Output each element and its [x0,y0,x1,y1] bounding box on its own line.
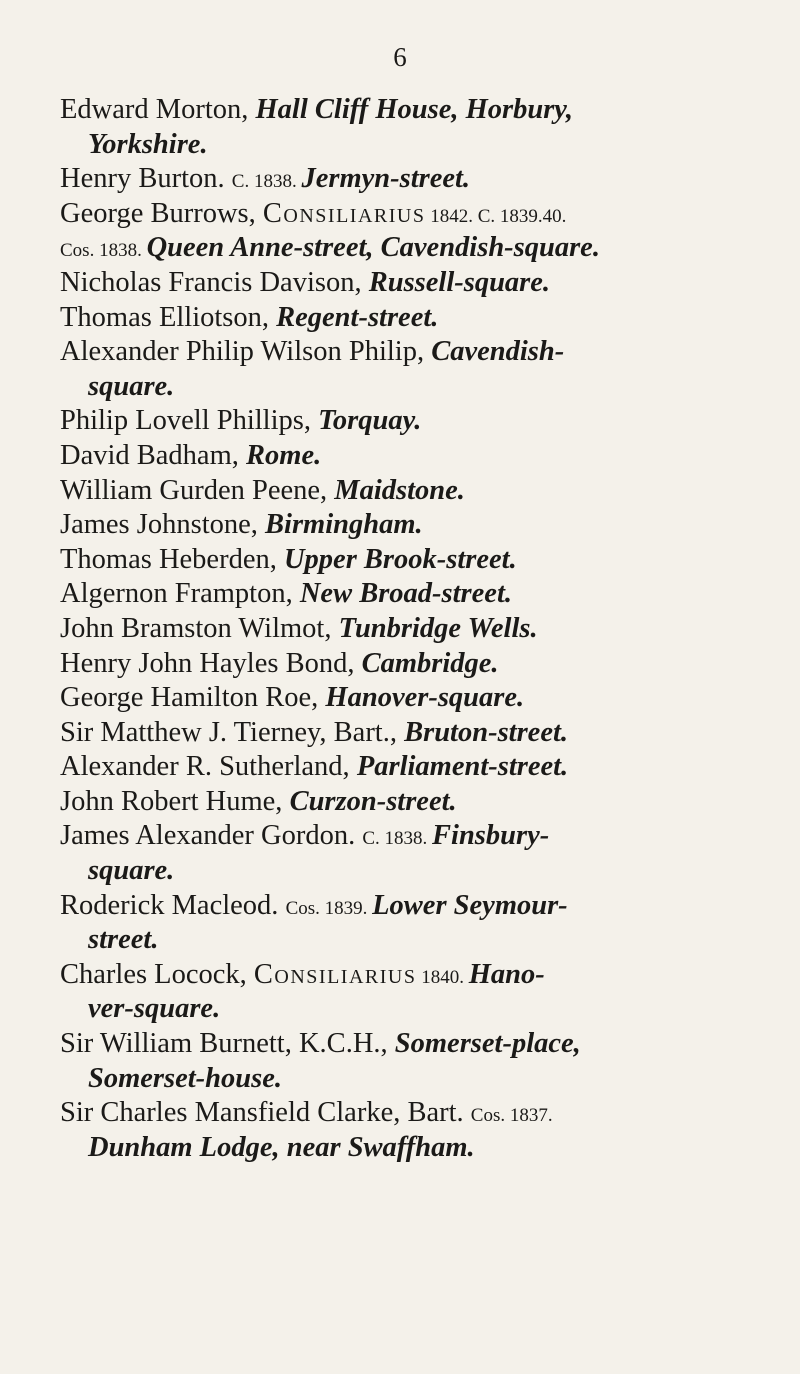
list-item: George Burrows, Consiliarius 1842. C. 1839.40. [60,197,567,229]
list-item: Sir William Burnett, K.C.H., Somerset-place, [60,1028,581,1060]
list-item: Nicholas Francis Davison, Russell-square. [60,266,551,298]
list-item: David Badham, Rome. [60,439,322,471]
list-item-continuation: ver-square. [88,993,221,1025]
list-item: Charles Locock, Consiliarius 1840. Hano- [60,958,545,990]
list-item: Sir Matthew J. Tierney, Bart., Bruton-street. [60,716,569,748]
list-item: Alexander R. Sutherland, Parliament-street. [60,751,569,783]
list-item: James Alexander Gordon. C. 1838. Finsbury- [60,820,550,852]
list-item: James Johnstone, Birmingham. [60,509,423,541]
list-item: Algernon Frampton, New Broad-street. [60,578,512,610]
list-item: Henry Burton. C. 1838. Jermyn-street. [60,163,471,195]
list-item: William Gurden Peene, Maidstone. [60,474,465,506]
list-item: Thomas Heberden, Upper Brook-street. [60,543,517,575]
list-item: John Robert Hume, Curzon-street. [60,785,457,817]
page-number: 6 [393,42,407,72]
list-item: George Hamilton Roe, Hanover-square. [60,682,525,714]
list-item-continuation: Yorkshire. [88,128,208,160]
list-item-continuation: Somerset-house. [88,1062,282,1094]
list-item: Henry John Hayles Bond, Cambridge. [60,647,499,679]
list-item: Sir Charles Mansfield Clarke, Bart. Cos. 1837. [60,1097,553,1129]
list-item: Thomas Elliotson, Regent-street. [60,301,439,333]
list-item-continuation: Cos. 1838. Queen Anne-street, Cavendish-square. [60,232,600,264]
list-item-continuation: Dunham Lodge, near Swaffham. [88,1131,475,1163]
list-item: Edward Morton, Hall Cliff House, Horbury, [60,94,574,125]
list-item: John Bramston Wilmot, Tunbridge Wells. [60,612,538,644]
list-item: Roderick Macleod. Cos. 1839. Lower Seymour- [60,889,568,921]
list-item: Alexander Philip Wilson Philip, Cavendish- [60,336,565,368]
list-item: Philip Lovell Phillips, Torquay. [60,405,422,437]
member-list [60,93,772,1165]
list-item-continuation: square. [88,855,175,887]
list-item-continuation: square. [88,370,175,402]
list-item-continuation: street. [88,924,159,956]
